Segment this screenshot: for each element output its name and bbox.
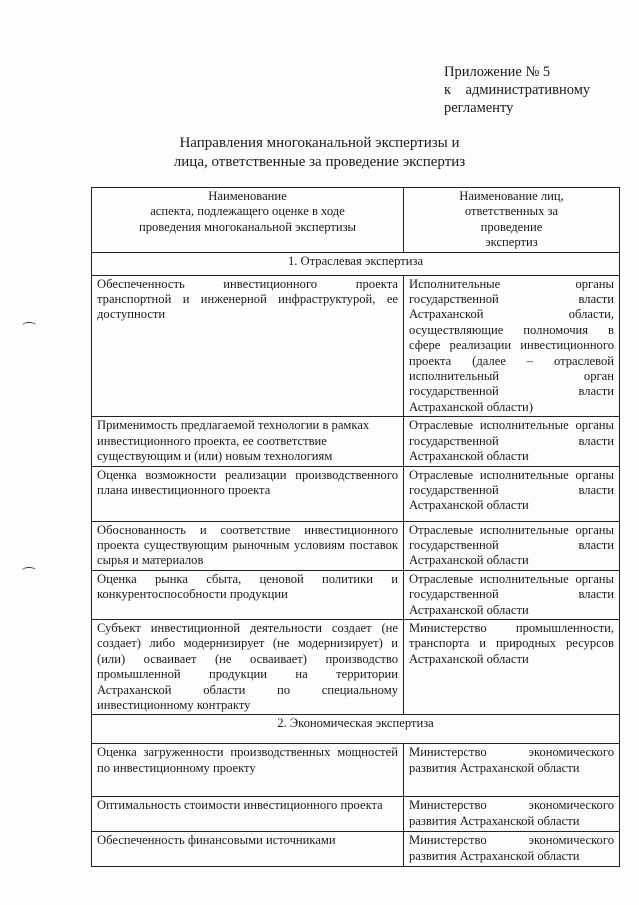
aspect-cell: Обеспеченность финансовыми источниками [92, 832, 404, 867]
responsible-cell: Министерство промышленности, транспорта и природных ресурсов Астраханской области [404, 619, 620, 714]
table-row [92, 832, 620, 867]
aspect-cell: Применимость предлагаемой технологии в рамках инвестиционного проекта, ее соответствие существующим и (или) новым технологиям [92, 417, 404, 466]
aspect-cell: Субъект инвестиционной деятельности создает (не создает) либо модернизирует (не модернизирует) и (или) осваивает (не осваивает) производство промышленной продукции на территории Астраханской области по специальному инвестиционному контракту [92, 619, 404, 714]
table-row [92, 275, 620, 417]
responsible-cell: Отраслевые исполнительные органы государственной власти Астраханской области [404, 570, 620, 619]
aspect-cell: Оптимальность стоимости инвестиционного проекта [92, 797, 404, 832]
section-title: 1. Отраслевая экспертиза [92, 252, 620, 275]
appendix-reference: к административному [444, 82, 591, 98]
section-title: 2. Экономическая экспертиза [92, 715, 620, 744]
responsible-cell: Отраслевые исполнительные органы государственной власти Астраханской области [404, 417, 620, 466]
responsible-cell: Министерство экономического развития Астраханской области [404, 832, 620, 867]
table-row [92, 521, 620, 570]
punch-hole-mark [22, 567, 36, 574]
aspect-cell: Обеспеченность инвестиционного проекта транспортной и инженерной инфраструктурой, ее доступности [92, 275, 404, 417]
title-line-2: лица, ответственные за проведение экспертиз [173, 154, 466, 170]
aspect-cell: Оценка возможности реализации производственного плана инвестиционного проекта [92, 466, 404, 521]
table-row [92, 797, 620, 832]
document-title [0, 134, 639, 172]
responsible-cell: Министерство экономического развития Астраханской области [404, 744, 620, 797]
table-row [92, 570, 620, 619]
section-row [92, 252, 620, 275]
header-responsible-cell: Наименование лиц, ответственных за проведение экспертиз [404, 188, 620, 253]
table-row [92, 619, 620, 714]
appendix-number: Приложение № 5 [444, 64, 551, 80]
section-row [92, 715, 620, 744]
appendix-block [444, 63, 604, 117]
table-row [92, 466, 620, 521]
responsible-cell: Министерство экономического развития Астраханской области [404, 797, 620, 832]
aspect-cell: Обоснованность и соответствие инвестиционного проекта существующим рыночным условиям поставок сырья и материалов [92, 521, 404, 570]
header-aspect-cell: Наименование аспекта, подлежащего оценке в ходе проведения многоканальной экспертизы [92, 188, 404, 253]
responsible-cell: Отраслевые исполнительные органы государственной власти Астраханской области [404, 521, 620, 570]
title-line-1: Направления многоканальной экспертизы и [179, 135, 460, 151]
table-row [92, 744, 620, 797]
expertise-table [91, 187, 620, 867]
table-header-row [92, 188, 620, 253]
punch-hole-mark [22, 322, 36, 329]
appendix-reference-2: регламенту [444, 100, 514, 116]
responsible-cell: Исполнительные органы государственной власти Астраханской области, осуществляющие полномочия в сфере реализации инвестиционного проекта (далее – отраслевой исполнительный орган государственной власти Астраханской области) [404, 275, 620, 417]
responsible-cell: Отраслевые исполнительные органы государственной власти Астраханской области [404, 466, 620, 521]
aspect-cell: Оценка рынка сбыта, ценовой политики и конкурентоспособности продукции [92, 570, 404, 619]
table-row [92, 417, 620, 466]
aspect-cell: Оценка загруженности производственных мощностей по инвестиционному проекту [92, 744, 404, 797]
